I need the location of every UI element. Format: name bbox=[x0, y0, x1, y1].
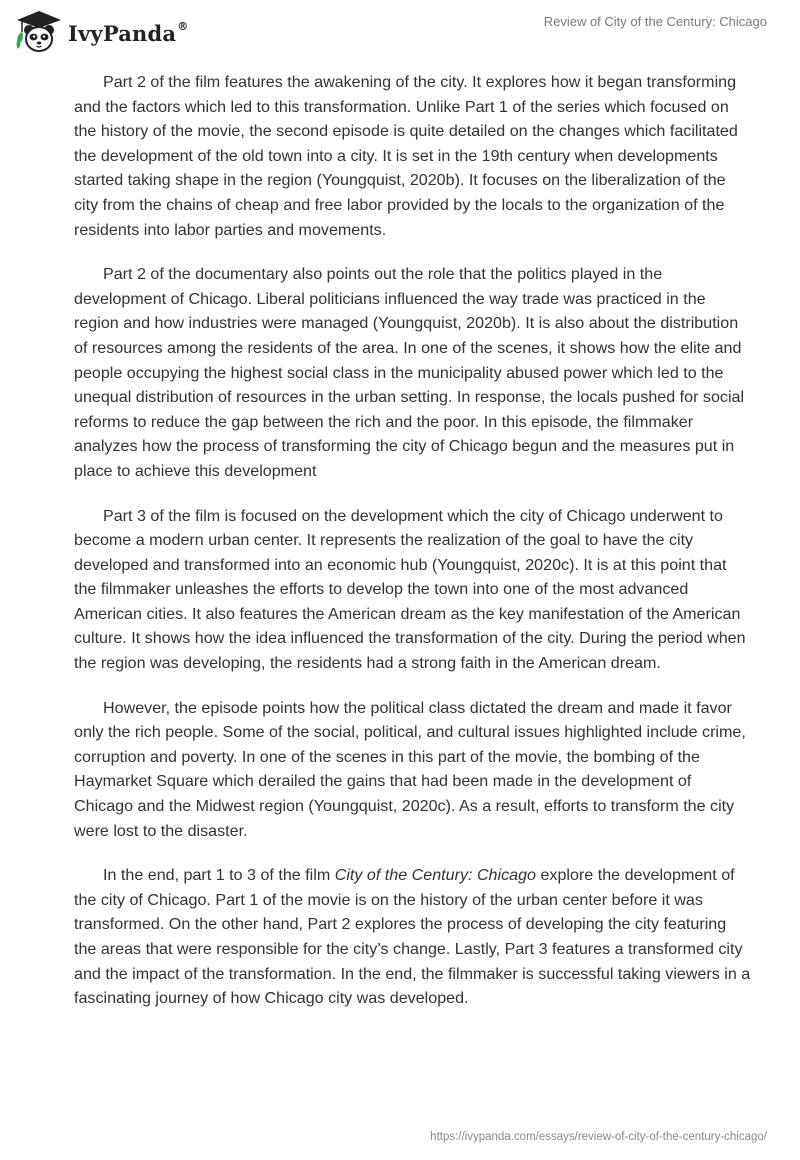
paragraph-5-before: In the end, part 1 to 3 of the film bbox=[103, 866, 335, 885]
film-title-emphasis: City of the Century: Chicago bbox=[334, 866, 536, 885]
paragraph-5 bbox=[74, 863, 752, 1011]
paragraph-4: However, the episode points how the political class dictated the dream and made it favor only the rich people. Some of the social, political, and cultural issues highlighted include crime, corruption and poverty. In one of the scenes in this part of the movie, the bombing of the Haymarket Square which derailed the gains that had been made in the development of Chicago and the Midwest region (Youngquist, 2020c). As a result, efforts to transform the city were lost to the disaster. bbox=[74, 698, 746, 840]
paragraph-3: Part 3 of the film is focused on the development which the city of Chicago underwent to become a modern urban center. It represents the realization of the goal to have the city developed and transformed into an economic hub (Youngquist, 2020c). It is at this point that the filmmaker unleashes the efforts to develop the town into one of the most advanced American cities. It also features the American dream as the key manifestation of the American culture. It shows how the idea influenced the transformation of the city. During the period when the region was developing, the residents had a strong faith in the American dream. bbox=[74, 506, 746, 673]
panda-graduate-icon bbox=[14, 8, 64, 56]
ivypanda-logo[interactable] bbox=[14, 8, 188, 56]
registered-mark: ® bbox=[177, 19, 189, 33]
paragraph-5-after: explore the development of the city of Chicago. Part 1 of the movie is on the history of the urban center before it was transformed. On the other hand, Part 2 explores the process of developing the city featuring the areas that were responsible for the city’s change. Lastly, Part 3 features a transformed city and the impact of the transformation. In the end, the filmmaker is successful taking viewers in a fascinating journey of how Chicago city was developed. bbox=[74, 866, 751, 1008]
logo-wordmark bbox=[68, 21, 188, 46]
paragraph-2: Part 2 of the documentary also points out the role that the politics played in the development of Chicago. Liberal politicians influenced the way trade was practiced in the region and how industries were managed (Youngquist, 2020b). It is also about the distribution of resources among the residents of the area. In one of the scenes, it shows how the elite and people occupying the highest social class in the municipality abused power which led to the unequal distribution of resources in the urban setting. In response, the locals pushed for social reforms to reduce the gap between the rich and the poor. In this episode, the filmmaker analyzes how the process of transforming the city of Chicago begun and the measures put in place to achieve this development bbox=[74, 265, 745, 480]
page-header bbox=[0, 0, 800, 64]
essay-body bbox=[74, 70, 752, 1031]
paragraph-1: Part 2 of the film features the awakening of the city. It explores how it began transforming and the factors which led to this transformation. Unlike Part 1 of the series which focused on the history of the movie, the second episode is quite detailed on the changes which facilitated the development of the old town into a city. It is set in the 19th century when developments started taking shape in the region (Youngquist, 2020b). It focuses on the liberalization of the city from the chains of cheap and free labor provided by the locals to the organization of the residents into labor parties and movements. bbox=[74, 73, 738, 239]
source-url[interactable]: https://ivypanda.com/essays/review-of-city-of-the-century-chicago/ bbox=[430, 1131, 767, 1143]
document-title: Review of City of the Century: Chicago bbox=[543, 14, 767, 29]
logo-text: IvyPanda bbox=[68, 20, 177, 46]
